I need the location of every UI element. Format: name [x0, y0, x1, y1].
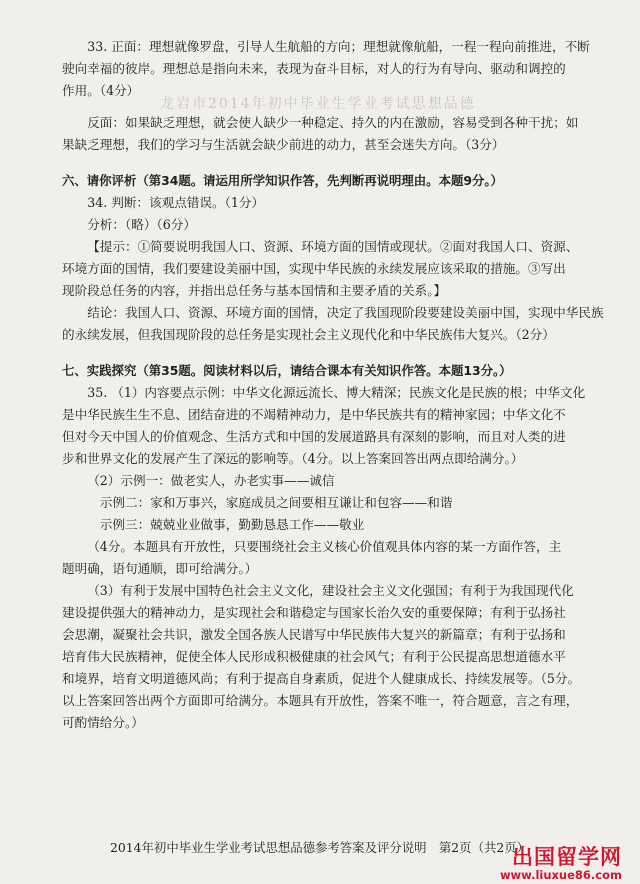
bleed-through-text: 龙岩市2014年初中毕业生学业考试思想品德	[160, 96, 476, 112]
section-7-heading: 七、实践探究（第35题。阅读材料以后，请结合课本有关知识作答。本题13分。）	[62, 363, 512, 378]
q35-part3: 会思潮，凝聚社会共识，激发全国各族人民谱写中华民族伟大复兴的新篇章；有利于弘扬和	[62, 627, 566, 642]
q35-part1: 35. （1）内容要点示例：中华文化源远流长、博大精深；民族文化是民族的根；中华文化	[87, 385, 586, 400]
page-footer: 2014年初中毕业生学业考试思想品德参考答案及评分说明 第2页（共2页）	[110, 840, 530, 855]
q35-part2-example: 示例三：兢兢业业做事，勤勤恳恳工作——敬业	[99, 517, 365, 532]
q35-part3: 和境界，培育文明道德风尚；有利于提高自身素质，促进个人健康成长、持续发展等。（5分。	[62, 671, 581, 686]
section-7	[62, 360, 610, 734]
q35-part2: （2）示例一：做老实人，办老实事——诚信	[87, 473, 335, 488]
q35-part2-note: （4分。本题具有开放性，只要围绕社会主义核心价值观具体内容的某一方面作答，主	[87, 539, 562, 554]
q35-part3: 培育伟大民族精神，促使全体人民形成积极健康的社会风气；有利于公民提高思想道德水平	[62, 649, 566, 664]
q35-part1: 但对今天中国人的价值观念、生活方式和中国的发展道路具有深刻的影响，而且对人类的进	[62, 429, 566, 444]
q34-judgement: 34. 判断：该观点错误。（1分）	[87, 195, 265, 210]
page-content	[62, 36, 610, 734]
q35-part2-example: 示例二：家和万事兴，家庭成员之间要相互谦让和包容——和谐	[99, 495, 453, 510]
q34-tip: 环境方面的国情，我们要建设美丽中国，实现中华民族的永续发展应该采取的措施。③写出	[62, 261, 566, 276]
q35-part3: 以上答案回答出两个方面即可给满分。本题具有开放性，答案不唯一，符合题意，言之有理，	[62, 693, 579, 708]
q33-line: 驶向幸福的彼岸。理想总是指向未来，表现为奋斗目标，对人的行为有导向、驱动和调控的	[62, 61, 566, 76]
watermark-title: 出国留学网	[512, 845, 622, 869]
q34-conclusion: 的永续发展，但我国现阶段的总任务是实现社会主义现代化和中华民族伟大复兴。（2分）	[62, 327, 555, 342]
q34-tip: 【提示：①简要说明我国人口、资源、环境方面的国情或现状。②面对我国人口、资源、	[87, 239, 579, 254]
q35-part3: （3）有利于发展中国特色社会主义文化，建设社会主义文化强国；有利于为我国现代化	[87, 583, 574, 598]
q33-line: 33. 正面：理想就像罗盘，引导人生航船的方向；理想就像航船，一程一程向前推进，不断	[87, 39, 590, 54]
q33-line: 作用。（4分）	[62, 83, 140, 98]
q35-part1: 步和世界文化的发展产生了深远的影响等。（4分。以上答案回答出两点即给满分。）	[62, 451, 524, 466]
section-6-heading: 六、请你评析（第34题。请运用所学知识作答，先判断再说明理由。本题9分。）	[62, 173, 503, 188]
q35-part2-note: 题明确，语句通顺，即可给满分。）	[62, 561, 258, 576]
q35-part1: 是中华民族生生不息、团结奋进的不竭精神动力，是中华民族共有的精神家园；中华文化不	[62, 407, 566, 422]
q33-negative: 果缺乏理想，我们的学习与生活就会缺少前进的动力，甚至会迷失方向。（3分）	[62, 137, 505, 152]
section-6	[62, 170, 610, 346]
q33-negative: 反面：如果缺乏理想，就会使人缺少一种稳定、持久的内在激励，容易受到各种干扰；如	[87, 115, 579, 130]
watermark-url: www.liuxue86.com	[499, 868, 622, 882]
q34-conclusion: 结论：我国人口、资源、环境方面的国情，决定了我国现阶段要建设美丽中国，实现中华民族	[87, 305, 604, 320]
q35-part3: 可酌情给分。）	[62, 715, 144, 730]
q35-part3: 建设提供强大的精神动力，是实现社会和谐稳定与国家长治久安的重要保障；有利于弘扬社	[62, 605, 566, 620]
site-watermark	[500, 846, 622, 882]
q34-analysis: 分析：（略）（6分）	[87, 217, 196, 232]
question-33	[62, 36, 610, 156]
q34-tip: 现阶段总任务的内容，并指出总任务与基本国情和主要矛盾的关系。】	[62, 283, 447, 298]
